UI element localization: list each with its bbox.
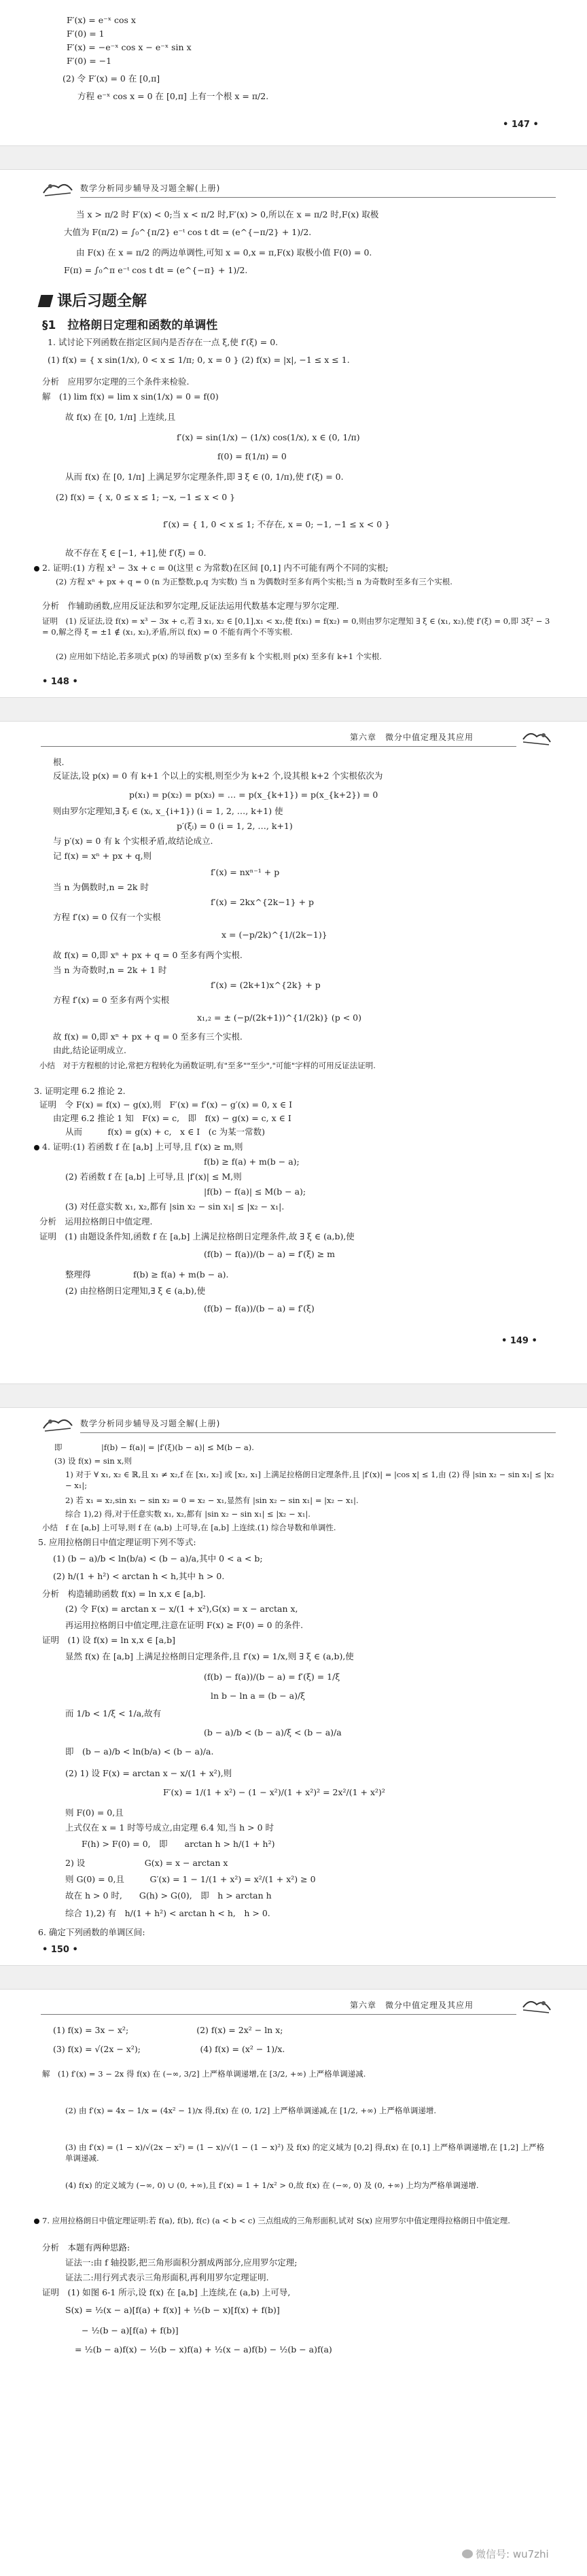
page-number: • 147 •: [503, 120, 539, 130]
text-line: (4) f(x) 的定义域为 (−∞, 0) ∪ (0, +∞),且 f′(x) = 1 + 1/x² > 0,故 f(x) 在 (−∞, 0) 及 (0, +∞) 上均为严格单调递增.: [65, 2181, 479, 2190]
text-line: (2) 由拉格朗日定理知,∃ ξ ∈ (a,b),使: [65, 1286, 206, 1296]
text-line: F′(x) = 1/(1 + x²) − (1 − x²)/(1 + x²)² = 2x²/(1 + x²)²: [163, 1787, 385, 1797]
text-line: (2) f(x) = { x, 0 ≤ x ≤ 1; −x, −1 ≤ x < 0 }: [56, 492, 236, 502]
text-line: |f(b) − f(a)| ≤ M(b − a);: [204, 1186, 306, 1197]
problem-bullet-icon: [34, 1145, 39, 1150]
section-marker-icon: [38, 295, 54, 307]
text-line: 整理得 f(b) ≥ f(a) + m(b − a).: [65, 1269, 229, 1280]
text-line: 大值为 F(π/2) = ∫₀^{π/2} e⁻ᵗ cos t dt = (e^{−π/2} + 1)/2.: [64, 227, 312, 237]
text-line: 解 (1) lim f(x) = lim x sin(1/x) = 0 = f(0): [42, 391, 219, 402]
text-line: 证明 (1) 如图 6-1 所示,设 f(x) 在 [a,b] 上连续,在 (a,b) 上可导,: [42, 2287, 291, 2297]
header-rule: [80, 197, 556, 198]
text-line: 再运用拉格朗日中值定理,注意在证明 F(x) ≥ F(0) = 0 的条件.: [65, 1620, 304, 1630]
book-logo-icon: [41, 1413, 73, 1434]
text-line: 证明 令 F(x) = f(x) − g(x),则 F′(x) = f′(x) − g′(x) = 0, x ∈ I: [39, 1099, 293, 1110]
text-line: x = (−p/2k)^{1/(2k−1)}: [221, 930, 327, 940]
page-148: [0, 170, 587, 775]
text-line: 由 F(x) 在 x = π/2 的两边单调性,可知 x = 0,x = π,F(x) 取极小值 F(0) = 0.: [76, 247, 372, 258]
text-line: f′(x) = 2kx^{2k−1} + p: [211, 897, 315, 907]
text-line: (3) 对任意实数 x₁, x₂,都有 |sin x₂ − sin x₁| ≤ |x₂ − x₁|.: [65, 1201, 285, 1212]
text-line: 分析 作辅助函数,应用反证法和罗尔定理,反证法运用代数基本定理与罗尔定理.: [42, 601, 339, 611]
running-header: [41, 1412, 557, 1435]
text-line: (2) 若函数 f 在 [a,b] 上可导,且 |f′(x)| ≤ M,则: [65, 1171, 242, 1182]
text-line: 故 f(x) = 0,即 xⁿ + px + q = 0 至多有两个实根.: [53, 950, 243, 960]
text-line: 5. 应用拉格朗日中值定理证明下列不等式:: [38, 1537, 196, 1547]
text-line: 而 1/b < 1/ξ < 1/a,故有: [65, 1708, 162, 1718]
text-line: 由此,结论证明成立.: [53, 1045, 126, 1055]
text-line: 7. 应用拉格朗日中值定理证明:若 f(a), f(b), f(c) (a < b < c) 三点组成的三角形面积,试对 S(x) 应用罗尔中值定理得拉格朗日中值定理.: [34, 2215, 552, 2226]
running-header: [41, 177, 557, 200]
text-line: x₁,₂ = ± (−p/(2k+1))^{1/(2k)} (p < 0): [197, 1012, 361, 1023]
subsection-title: §1 拉格朗日定理和函数的单调性: [42, 319, 218, 332]
text-line: 证明 (1) 设 f(x) = ln x,x ∈ [a,b]: [42, 1635, 175, 1645]
text-line: S(x) = ½(x − a)[f(a) + f(x)] + ½(b − x)[f(x) + f(b)]: [65, 2305, 280, 2315]
text-line: 由定理 6.2 推论 1 知 F(x) = c, 即 f(x) − g(x) = c, x ∈ I: [53, 1113, 291, 1123]
text-line: (1) f(x) = { x sin(1/x), 0 < x ≤ 1/π; 0, x = 0 } (2) f(x) = |x|, −1 ≤ x ≤ 1.: [48, 355, 350, 365]
text-line: f′(x) = (2k+1)x^{2k} + p: [211, 980, 321, 990]
text-line: 分析 应用罗尔定理的三个条件来检验.: [42, 376, 190, 387]
page-gap: [0, 1965, 587, 1990]
text-line: (2) 令 F′(x) = 0 在 [0,π]: [63, 73, 160, 84]
page-149: [0, 722, 587, 1374]
text-line: 方程 f′(x) = 0 至多有两个实根: [53, 995, 170, 1005]
book-logo-icon: [41, 178, 73, 198]
text-line: 上式仅在 x = 1 时等号成立,由定理 6.4 知,当 h > 0 时: [65, 1822, 274, 1833]
text-line: 故 f(x) = 0,即 xⁿ + px + q = 0 至多有三个实根.: [53, 1031, 243, 1042]
text-line: (2) 由 f′(x) = 4x − 1/x = (4x² − 1)/x 得,f(x) 在 (0, 1/2] 上严格单调递减,在 [1/2, +∞) 上严格单调递增.: [65, 2106, 436, 2115]
header-rule: [80, 1432, 556, 1433]
text-line: ln b − ln a = (b − a)/ξ: [211, 1691, 306, 1701]
text-line: 则 G(0) = 0,且 G′(x) = 1 − 1/(1 + x²) = x²/(1 + x²) ≥ 0: [65, 1874, 316, 1884]
text-line: 4. 证明:(1) 若函数 f 在 [a,b] 上可导,且 f′(x) ≥ m,则: [34, 1142, 243, 1152]
text-line: p′(ξᵢ) = 0 (i = 1, 2, …, k+1): [177, 821, 293, 831]
text-line: F′(0) = 1: [67, 29, 105, 39]
text-line: 分析 运用拉格朗日中值定理.: [39, 1216, 153, 1227]
text-line: f′(x) = sin(1/x) − (1/x) cos(1/x), x ∈ (0, 1/π): [177, 432, 360, 442]
running-header: [41, 1994, 557, 2017]
text-line: (2) 应用如下结论,若多项式 p(x) 的导函数 p′(x) 至多有 k 个实根,则 p(x) 至多有 k+1 个实根.: [56, 652, 382, 661]
text-line: 则由罗尔定理知,∃ ξᵢ ∈ (xᵢ, x_{i+1}) (i = 1, 2, …, k+1) 使: [53, 806, 283, 816]
text-line: 则 F(0) = 0,且: [65, 1807, 124, 1818]
text-line: 1) 对于 ∀ x₁, x₂ ∈ ℝ,且 x₁ ≠ x₂,f 在 [x₁, x₂] 或 [x₂, x₁] 上满足拉格朗日定理条件,且 |f′(x)| = |cos x| ≤ 1,由 (2) 得 |sin x₂ − sin x₁| ≤ |x₂ − x₁|;: [65, 1470, 554, 1490]
text-line: (3) 设 f(x) = sin x,则: [54, 1456, 132, 1466]
text-line: 1. 试讨论下列函数在指定区间内是否存在一点 ξ,使 f′(ξ) = 0.: [48, 337, 279, 347]
text-line: 记 f(x) = xⁿ + px + q,则: [53, 851, 152, 861]
text-line: F′(0) = −1: [67, 56, 112, 66]
text-line: 当 x > π/2 时 F′(x) < 0;当 x < π/2 时,F′(x) > 0,所以在 x = π/2 时,F(x) 取极: [76, 209, 379, 219]
page-151: [0, 1990, 587, 2576]
text-line: 故不存在 ξ ∈ [−1, +1],使 f′(ξ) = 0.: [65, 548, 207, 558]
page-gap: [0, 145, 587, 170]
text-line: 从而 f(x) 在 [0, 1/π] 上满足罗尔定理条件,即 ∃ ξ ∈ (0, 1/π),使 f′(ξ) = 0.: [65, 472, 344, 482]
header-title: 数学分析同步辅导及习题全解(上册): [80, 1419, 221, 1428]
header-rule: [41, 2014, 516, 2015]
text-line: (1) f(x) = 3x − x²; (2) f(x) = 2x² − ln x;: [53, 2025, 283, 2035]
text-line: 小结 f 在 [a,b] 上可导,则 f 在 (a,b) 上可导,在 [a,b] 上连续.(1) 综合导数和单调性.: [42, 1523, 336, 1532]
text-line: 3. 证明定理 6.2 推论 2.: [34, 1086, 126, 1096]
header-rule: [41, 746, 516, 747]
text-line: (3) f(x) = √(2x − x²); (4) f(x) = (x² − 1)/x.: [53, 2044, 285, 2054]
text-line: 小结 对于方程根的讨论,常把方程转化为函数证明,有"至多""至少","可能"字样的可用反证法证明.: [39, 1061, 376, 1070]
text-line: (2) 1) 设 F(x) = arctan x − x/(1 + x²),则: [65, 1768, 232, 1778]
wechat-watermark: 微信号: wu7zhi: [462, 2547, 549, 2561]
text-line: 6. 确定下列函数的单调区间:: [38, 1927, 145, 1937]
text-line: 2) 若 x₁ = x₂,sin x₁ − sin x₂ = 0 = x₂ − x₁,显然有 |sin x₂ − sin x₁| = |x₂ − x₁|.: [65, 1496, 359, 1505]
book-logo-icon: [520, 1995, 553, 2015]
text-line: 根.: [53, 757, 65, 767]
text-line: 解 (1) f′(x) = 3 − 2x 得 f(x) 在 (−∞, 3/2] 上严格单调递增,在 [3/2, +∞) 上严格单调递减.: [42, 2069, 366, 2079]
text-line: (2) h/(1 + h²) < arctan h < h,其中 h > 0.: [53, 1571, 225, 1581]
running-header: [41, 726, 557, 749]
text-line: − ½(b − a)[f(a) + f(b)]: [82, 2325, 179, 2335]
text-line: 当 n 为奇数时,n = 2k + 1 时: [53, 965, 167, 975]
text-line: F′(x) = −e⁻ˣ cos x − e⁻ˣ sin x: [67, 42, 192, 52]
text-line: 综合 1),2) 有 h/(1 + h²) < arctan h < h, h > 0.: [65, 1908, 270, 1918]
wechat-icon: [462, 2549, 473, 2558]
text-line: 2. 证明:(1) 方程 x³ − 3x + c = 0(这里 c 为常数)在区间 [0,1] 内不可能有两个不同的实根;: [34, 563, 389, 574]
text-line: = ½(b − a)f(x) − ½(b − x)f(a) + ½(x − a)f(b) − ½(b − a)f(a): [75, 2344, 332, 2354]
text-line: 故 f(x) 在 [0, 1/π] 上连续,且: [65, 412, 176, 422]
text-line: 证明 (1) 由题设条件知,函数 f 在 [a,b] 上满足拉格朗日定理条件,故 ∃ ξ ∈ (a,b),使: [39, 1231, 355, 1241]
text-line: 证明 (1) 反证法,设 f(x) = x³ − 3x + c,若 ∃ x₁, x₂ ∈ [0,1],x₁ < x₂,使 f(x₁) = f(x₂) = 0,则由罗尔定理知 ∃ ξ ∈ (x₁, x₂),使 f′(ξ) = 0,即 3ξ² − 3 = 0,解之得 ξ = ±1 ∉ (x₁, x₂),矛盾,所以 f(x) = 0 不能有两个不等实根.: [42, 616, 550, 637]
text-line: F(π) = ∫₀^π e⁻ᵗ cos t dt = (e^{−π} + 1)/2.: [64, 265, 248, 275]
text-line: 即 |f(b) − f(a)| = |f′(ξ)(b − a)| ≤ M(b − a).: [54, 1443, 254, 1452]
header-title: 数学分析同步辅导及习题全解(上册): [80, 183, 221, 193]
text-line: 证法二:用行列式表示三角形面积,再利用罗尔定理证明.: [65, 2272, 269, 2282]
text-line: (f(b) − f(a))/(b − a) = f′(ξ) = 1/ξ: [204, 1672, 340, 1682]
text-line: f(b) ≥ f(a) + m(b − a);: [204, 1157, 300, 1167]
text-line: (1) (b − a)/b < ln(b/a) < (b − a)/a,其中 0 < a < b;: [53, 1553, 263, 1564]
page-gap: [0, 1383, 587, 1408]
text-line: f′(x) = nxⁿ⁻¹ + p: [211, 867, 280, 877]
text-line: F(h) > F(0) = 0, 即 arctan h > h/(1 + h²): [82, 1839, 275, 1849]
text-line: 故在 h > 0 时, G(h) > G(0), 即 h > arctan h: [65, 1890, 272, 1901]
text-line: (3) 由 f′(x) = (1 − x)/√(2x − x²) = (1 − x)/√(1 − (1 − x)²) 及 f(x) 的定义域为 [0,2] 得,f(x) 在 [0,1] 上严格单调递增,在 [1,2] 上严格单调递减.: [65, 2142, 545, 2163]
text-line: f′(x) = { 1, 0 < x ≤ 1; 不存在, x = 0; −1, −1 ≤ x < 0 }: [163, 519, 391, 529]
text-line: p(x₁) = p(x₂) = p(x₃) = … = p(x_{k+1}) = p(x_{k+2}) = 0: [129, 790, 378, 800]
text-line: 显然 f(x) 在 [a,b] 上满足拉格朗日定理条件,且 f′(x) = 1/x,则 ∃ ξ ∈ (a,b),使: [65, 1651, 354, 1661]
text-line: 与 p′(x) = 0 有 k 个实根矛盾,故结论成立.: [53, 836, 213, 846]
text-line: (2) 方程 xⁿ + px + q = 0 (n 为正整数,p,q 为实数) 当 n 为偶数时至多有两个实根;当 n 为奇数时至多有三个实根.: [56, 577, 452, 586]
page-gap: [0, 697, 587, 722]
section-title: 课后习题全解: [39, 289, 147, 311]
text-line: 反证法,设 p(x) = 0 有 k+1 个以上的实根,则至少为 k+2 个,设其根 k+2 个实根依次为: [53, 771, 383, 781]
problem-bullet-icon: [34, 566, 39, 571]
text-line: 分析 构造辅助函数 f(x) = ln x,x ∈ [a,b].: [42, 1589, 206, 1599]
text-line: 综合 1),2) 得,对于任意实数 x₁, x₂,都有 |sin x₂ − sin x₁| ≤ |x₂ − x₁|.: [65, 1509, 310, 1519]
text-line: 方程 f′(x) = 0 仅有一个实根: [53, 912, 161, 922]
book-logo-icon: [520, 727, 553, 747]
chapter-header: 第六章 微分中值定理及其应用: [350, 2000, 474, 2010]
text-line: f(0) = f(1/π) = 0: [217, 451, 287, 461]
text-line: (b − a)/b < (b − a)/ξ < (b − a)/a: [204, 1727, 342, 1737]
page-number: • 150 •: [42, 1945, 78, 1955]
text-line: (f(b) − f(a))/(b − a) = f′(ξ) ≥ m: [204, 1249, 336, 1259]
text-line: 即 (b − a)/b < ln(b/a) < (b − a)/a.: [65, 1746, 214, 1757]
text-line: 当 n 为偶数时,n = 2k 时: [53, 882, 149, 892]
text-line: (f(b) − f(a))/(b − a) = f′(ξ): [204, 1303, 315, 1313]
problem-bullet-icon: [34, 2219, 39, 2224]
page-number: • 148 •: [42, 677, 78, 687]
text-line: 2) 设 G(x) = x − arctan x: [65, 1858, 228, 1868]
text-line: F′(x) = e⁻ˣ cos x: [67, 15, 136, 25]
text-line: 分析 本题有两种思路:: [42, 2242, 130, 2253]
text-line: (2) 令 F(x) = arctan x − x/(1 + x²),G(x) = x − arctan x,: [65, 1604, 298, 1614]
text-line: 从而 f(x) = g(x) + c, x ∈ I (c 为某一常数): [65, 1127, 265, 1137]
page-number: • 149 •: [501, 1336, 537, 1346]
chapter-header: 第六章 微分中值定理及其应用: [350, 733, 474, 742]
text-line: 方程 e⁻ˣ cos x = 0 在 [0,π] 上有一个根 x = π/2.: [77, 91, 269, 101]
text-line: 证法一:由 f 轴投影,把三角形面积分割成两部分,应用罗尔定理;: [65, 2257, 298, 2268]
